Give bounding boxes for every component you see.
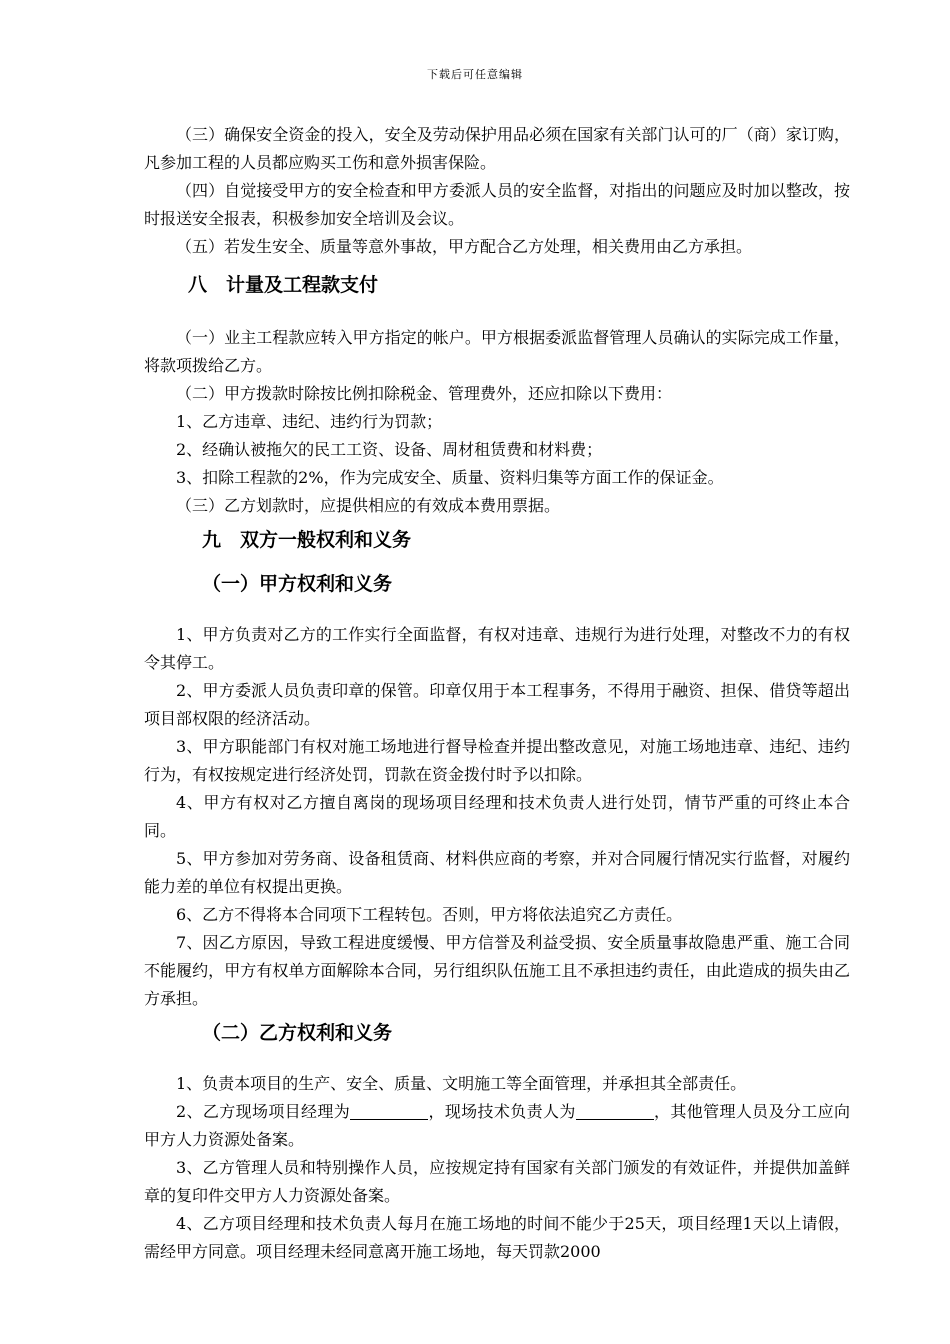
fill-in-paragraph [144, 1098, 850, 1154]
fill-text-c: ，其他管理人员及分工应向甲方人力资源处备案。 [144, 1102, 850, 1149]
paragraph: 2、甲方委派人员负责印章的保管。印章仅用于本工程事务，不得用于融资、担保、借贷等超出项目部权限的经济活动。 [144, 681, 850, 728]
paragraph: （三）确保安全资金的投入，安全及劳动保护用品必须在国家有关部门认可的厂（商）家订购，凡参加工程的人员都应购买工伤和意外损害保险。 [144, 125, 850, 172]
paragraph: （二）甲方拨款时除按比例扣除税金、管理费外，还应扣除以下费用： [176, 384, 673, 403]
paragraph: 1、甲方负责对乙方的工作实行全面监督，有权对违章、违规行为进行处理，对整改不力的有权令其停工。 [144, 625, 850, 672]
paragraph: （四）自觉接受甲方的安全检查和甲方委派人员的安全监督，对指出的问题应及时加以整改，按时报送安全报表，积极参加安全培训及会议。 [144, 181, 850, 228]
fill-text-b: ，现场技术负责人为 [428, 1102, 576, 1121]
blank-project-manager[interactable] [350, 1103, 428, 1120]
page-header: 下载后可任意编辑 [427, 68, 523, 81]
paragraph: 1、负责本项目的生产、安全、质量、文明施工等全面管理，并承担其全部责任。 [176, 1074, 747, 1093]
paragraph: （三）乙方划款时，应提供相应的有效成本费用票据。 [176, 496, 561, 515]
paragraph: 5、甲方参加对劳务商、设备租赁商、材料供应商的考察，并对合同履行情况实行监督，对履约能力差的单位有权提出更换。 [144, 849, 850, 896]
paragraph: 6、乙方不得将本合同项下工程转包。否则，甲方将依法追究乙方责任。 [176, 905, 683, 924]
paragraph: 3、乙方管理人员和特别操作人员，应按规定持有国家有关部门颁发的有效证件，并提供加盖鲜章的复印件交甲方人力资源处备案。 [144, 1158, 850, 1205]
list-item: 1、乙方违章、违纪、违约行为罚款； [176, 412, 443, 431]
list-item: 2、经确认被拖欠的民工工资、设备、周材租赁费和材料费； [176, 440, 603, 459]
subsection-heading-party-b: （二）乙方权利和义务 [202, 1022, 393, 1044]
list-item: 3、扣除工程款的2%，作为完成安全、质量、资料归集等方面工作的保证金。 [176, 468, 724, 487]
fill-text-a: 2、乙方现场项目经理为 [176, 1102, 351, 1121]
section-heading-8: 八 计量及工程款支付 [188, 274, 379, 296]
document-body [144, 121, 850, 1266]
paragraph: 4、乙方项目经理和技术负责人每月在施工场地的时间不能少于25天，项目经理1天以上请假，需经甲方同意。项目经理未经同意离开施工场地，每天罚款2000 [144, 1214, 850, 1261]
paragraph: 4、甲方有权对乙方擅自离岗的现场项目经理和技术负责人进行处罚，情节严重的可终止本合同。 [144, 793, 850, 840]
subsection-heading-party-a: （一）甲方权利和义务 [202, 573, 393, 595]
paragraph: 3、甲方职能部门有权对施工场地进行督导检查并提出整改意见，对施工场地违章、违纪、违约行为，有权按规定进行经济处罚，罚款在资金拨付时予以扣除。 [144, 737, 850, 784]
blank-technical-lead[interactable] [576, 1103, 654, 1120]
paragraph: 7、因乙方原因，导致工程进度缓慢、甲方信誉及利益受损、安全质量事故隐患严重、施工合同不能履约，甲方有权单方面解除本合同，另行组织队伍施工且不承担违约责任，由此造成的损失由乙方承担。 [144, 933, 850, 1008]
section-heading-9: 九 双方一般权利和义务 [202, 529, 412, 551]
paragraph: （一）业主工程款应转入甲方指定的帐户。甲方根据委派监督管理人员确认的实际完成工作量，将款项拨给乙方。 [144, 328, 850, 375]
paragraph: （五）若发生安全、质量等意外事故，甲方配合乙方处理，相关费用由乙方承担。 [176, 237, 753, 256]
